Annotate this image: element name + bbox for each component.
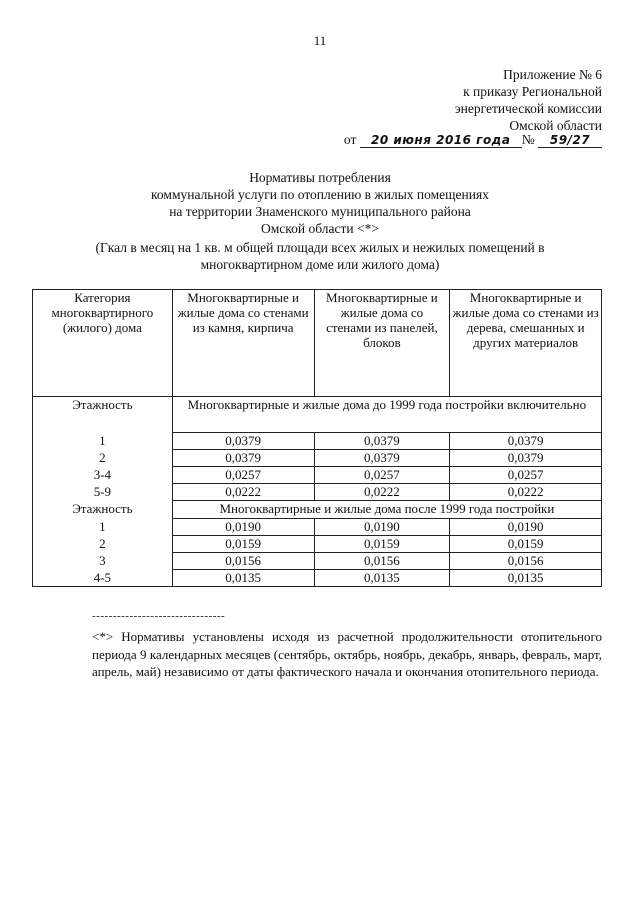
section-title: Многоквартирные и жилые дома до 1999 года постройки включительно: [172, 397, 601, 433]
section-label: Этажность: [33, 501, 173, 519]
value-cell: 0,0159: [314, 536, 450, 553]
document-title-line-4: Омской области <*>: [261, 221, 379, 236]
order-number-label: №: [521, 132, 535, 147]
value-cell: 0,0379: [314, 450, 450, 467]
column-header-stone-brick: Многоквартирные и жилые дома со стенами из камня, кирпича: [172, 290, 314, 397]
value-cell: 0,0190: [172, 519, 314, 536]
value-cell: 0,0156: [172, 553, 314, 570]
section-row-after-1999: [33, 501, 602, 519]
value-cell: 0,0159: [450, 536, 602, 553]
value-cell: 0,0135: [172, 570, 314, 587]
value-cell: 0,0135: [314, 570, 450, 587]
value-cell: 0,0257: [172, 467, 314, 484]
appendix-title: Приложение № 6: [503, 67, 602, 82]
section-label: Этажность: [33, 397, 173, 433]
table-row: [33, 433, 602, 450]
value-cell: 0,0135: [450, 570, 602, 587]
value-cell: 0,0222: [450, 484, 602, 501]
floors-cell: 5-9: [33, 484, 173, 501]
value-cell: 0,0379: [172, 433, 314, 450]
table-row: [33, 467, 602, 484]
unit-note: (Гкал в месяц на 1 кв. м общей площади всех жилых и нежилых помещений в: [95, 240, 545, 255]
page-number: 11: [313, 33, 327, 48]
value-cell: 0,0222: [172, 484, 314, 501]
table-row: [33, 536, 602, 553]
floors-cell: 4-5: [33, 570, 173, 587]
value-cell: 0,0159: [172, 536, 314, 553]
value-cell: 0,0379: [172, 450, 314, 467]
value-cell: 0,0379: [450, 433, 602, 450]
footnote: <*> Нормативы установлены исходя из расчетной продолжительности отопительного периода 9 календарных месяцев (сентябрь, октябрь, ноябрь, декабрь, январь, февраль, март, апрель, май) независимо от даты фактического начала и окончания отопительного периода.: [92, 629, 602, 679]
value-cell: 0,0257: [450, 467, 602, 484]
norms-table: [32, 289, 602, 587]
document-title-line-3: на территории Знаменского муниципального района: [169, 204, 471, 219]
floors-cell: 1: [33, 433, 173, 450]
value-cell: 0,0379: [314, 433, 450, 450]
document-title: Нормативы потребления: [249, 170, 391, 185]
section-title: Многоквартирные и жилые дома после 1999 года постройки: [172, 501, 601, 519]
floors-cell: 1: [33, 519, 173, 536]
order-number-handwritten: 59/27: [549, 133, 591, 147]
unit-note-line-2: многоквартирном доме или жилого дома): [200, 257, 440, 272]
document-title-line-2: коммунальной услуги по отоплению в жилых помещениях: [151, 187, 489, 202]
appendix-line-4: Омской области: [509, 118, 602, 133]
value-cell: 0,0222: [314, 484, 450, 501]
table-row: [33, 570, 602, 587]
appendix-line-3: энергетической комиссии: [454, 101, 602, 116]
value-cell: 0,0156: [450, 553, 602, 570]
column-header-wood-mixed: Многоквартирные и жилые дома со стенами из дерева, смешанных и других материалов: [450, 290, 602, 397]
value-cell: 0,0190: [450, 519, 602, 536]
value-cell: 0,0156: [314, 553, 450, 570]
floors-cell: 3-4: [33, 467, 173, 484]
column-header-panels-blocks: Многоквартирные и жилые дома со стенами из панелей, блоков: [314, 290, 450, 397]
table-row: [33, 450, 602, 467]
table-row: [33, 484, 602, 501]
floors-cell: 2: [33, 536, 173, 553]
order-date-handwritten: 20 июня 2016 года: [370, 133, 511, 147]
value-cell: 0,0379: [450, 450, 602, 467]
section-row-before-1999: [33, 397, 602, 433]
column-header-category: Категория многоквартирного (жилого) дома: [33, 290, 173, 397]
table-header-row: [33, 290, 602, 397]
footnote-separator: --------------------------------: [92, 610, 226, 622]
appendix-line-2: к приказу Региональной: [463, 84, 602, 99]
table-row: [33, 519, 602, 536]
order-prefix: от: [343, 132, 357, 147]
floors-cell: 3: [33, 553, 173, 570]
value-cell: 0,0257: [314, 467, 450, 484]
order-line: [344, 132, 602, 148]
value-cell: 0,0190: [314, 519, 450, 536]
floors-cell: 2: [33, 450, 173, 467]
table-row: [33, 553, 602, 570]
